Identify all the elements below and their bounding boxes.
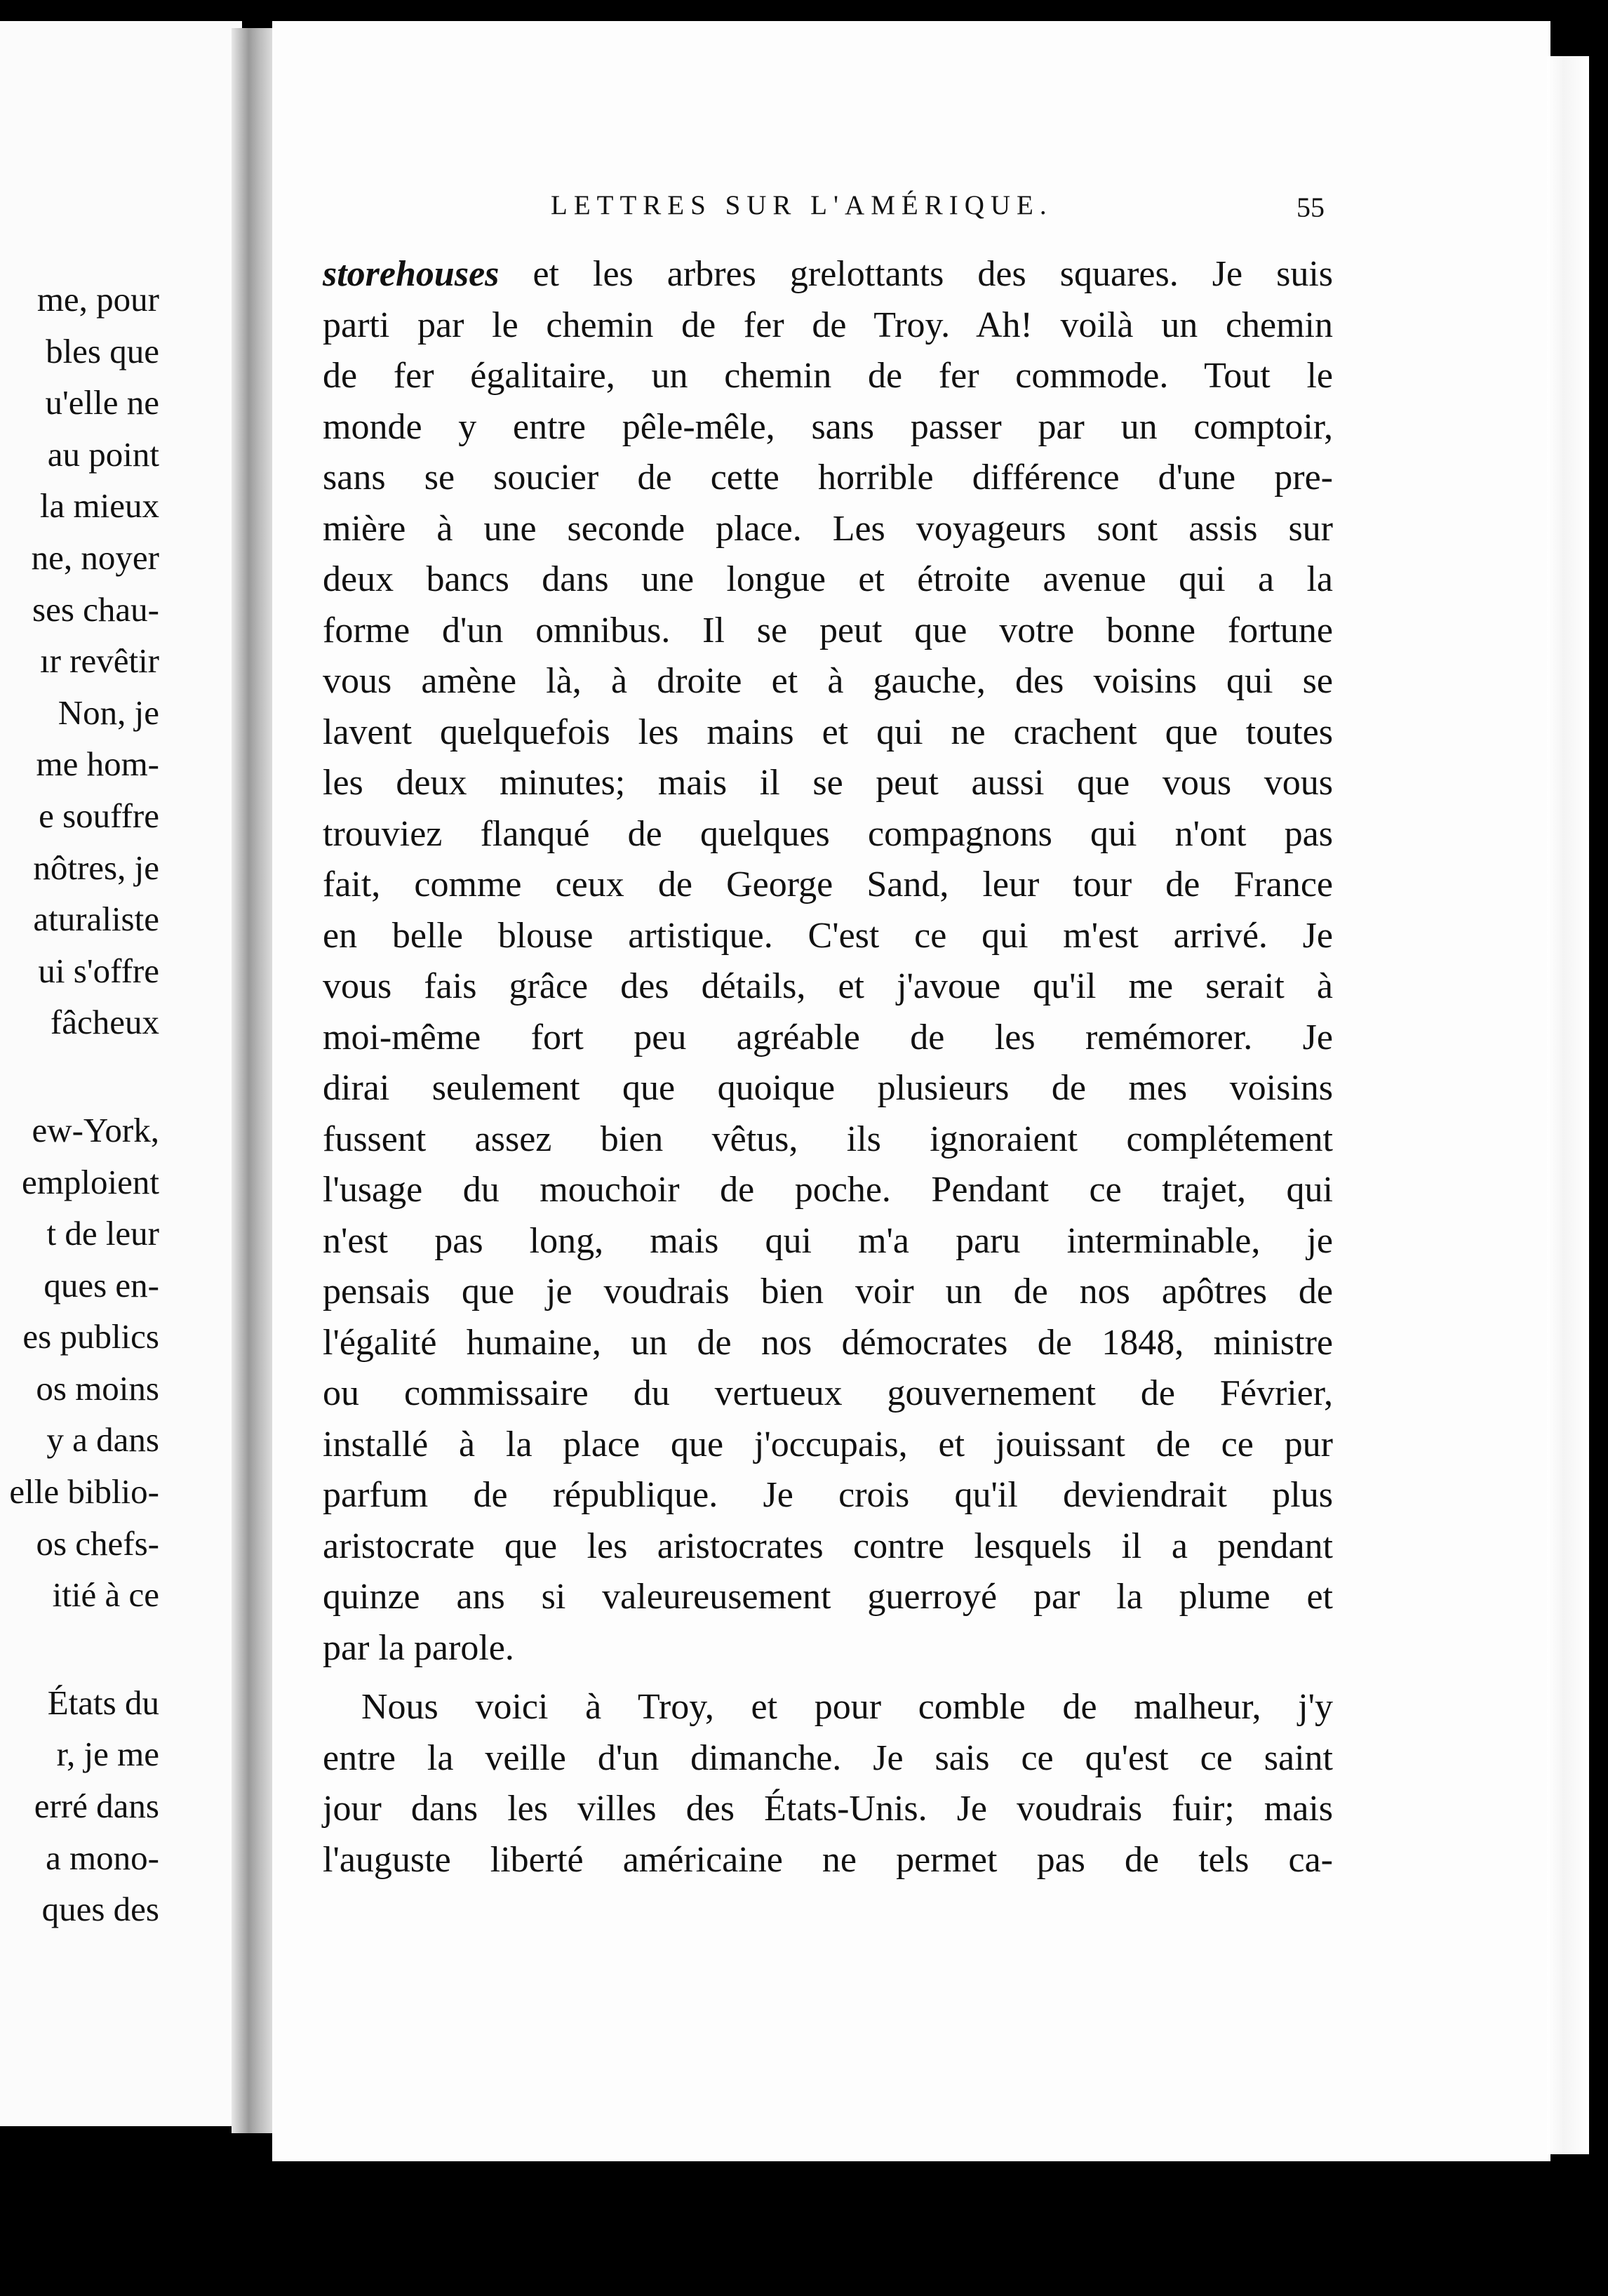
text-line: forme d'un omnibus. Il se peut que votre bonne fortune <box>323 610 1333 650</box>
previous-page-line <box>0 1621 159 1677</box>
text-line: Nous voici à Troy, et pour comble de malheur, j'y <box>361 1687 1333 1727</box>
text-line: par la parole. <box>323 1627 514 1668</box>
text-line: l'usage du mouchoir de poche. Pendant ce trajet, qui <box>323 1170 1333 1210</box>
previous-page-line: ne, noyer <box>31 538 159 577</box>
text-line: sans se soucier de cette horrible différence d'une pre- <box>323 458 1333 498</box>
previous-page-line: ques des <box>41 1890 159 1929</box>
text-line: mière à une seconde place. Les voyageurs sont assis sur <box>323 508 1333 549</box>
previous-page-line: emploient <box>22 1162 159 1201</box>
running-head: LETTRES SUR L'AMÉRIQUE. <box>551 190 1053 220</box>
text-line: fait, comme ceux de George Sand, leur tour de France <box>323 865 1333 905</box>
previous-page-line: ques en- <box>43 1265 159 1304</box>
previous-page-line: ui s'offre <box>38 951 159 990</box>
text-line: ou commissaire du vertueux gouvernement de Février, <box>323 1373 1333 1413</box>
previous-page-line: États du <box>47 1683 159 1722</box>
text-line: dirai seulement que quoique plusieurs de mes voisins <box>323 1068 1333 1108</box>
previous-page-line: ır revêtir <box>39 641 159 681</box>
previous-page-line: u'elle ne <box>45 383 159 422</box>
text-line: lavent quelquefois les mains et qui ne crachent que toutes <box>323 712 1333 752</box>
text-line: monde y entre pêle-mêle, sans passer par un comptoir, <box>323 406 1333 447</box>
previous-page-line: y a dans <box>46 1420 159 1460</box>
previous-page-line: ew-York, <box>32 1110 159 1149</box>
text-line: aristocrate que les aristocrates contre lesquels il a pendant <box>323 1526 1333 1566</box>
previous-page-line: nôtres, je <box>33 848 159 887</box>
paragraph-gap <box>323 1674 1333 1682</box>
text-line: vous amène là, à droite et à gauche, des voisins qui se <box>323 661 1333 701</box>
page-edge <box>1547 56 1589 2154</box>
previous-page-line: os moins <box>36 1368 159 1408</box>
text-line: n'est pas long, mais qui m'a paru interminable, je <box>323 1220 1333 1261</box>
previous-page-line: ses chau- <box>32 589 159 629</box>
previous-page-line: me hom- <box>36 745 159 784</box>
text-line: l'auguste liberté américaine ne permet pas de tels ca- <box>323 1839 1333 1880</box>
previous-page-line: bles que <box>46 331 159 371</box>
previous-page-line: aturaliste <box>33 900 159 939</box>
text-line: parti par le chemin de fer de Troy. Ah! voilà un chemin <box>323 305 1333 345</box>
paragraph-1 <box>323 300 1333 1674</box>
previous-page-line: t de leur <box>46 1214 159 1253</box>
previous-page-line: Non, je <box>58 693 159 732</box>
page-body <box>323 249 1333 1885</box>
previous-page-line: es publics <box>22 1317 159 1356</box>
text-line-rest: et les arbres grelottants des squares. Je suis <box>532 254 1334 294</box>
text-line: quinze ans si valeureusement guerroyé par la plume et <box>323 1577 1333 1617</box>
previous-page-line: fâcheux <box>50 1003 159 1042</box>
previous-page-line: la mieux <box>39 486 159 526</box>
text-line: installé à la place que j'occupais, et jouissant de ce pur <box>323 1424 1333 1464</box>
previous-page-line: a mono- <box>46 1838 159 1877</box>
text-line: deux bancs dans une longue et étroite avenue qui a la <box>323 559 1333 599</box>
previous-page-line: elle biblio- <box>9 1472 159 1511</box>
previous-page-line: itié à ce <box>52 1575 159 1615</box>
text-line: pensais que je voudrais bien voir un de nos apôtres de <box>323 1272 1333 1311</box>
previous-page-line <box>0 1048 159 1104</box>
text-line: jour dans les villes des États-Unis. Je voudrais fuir; mais <box>323 1789 1333 1829</box>
previous-page-line: me, pour <box>36 280 159 319</box>
previous-page-text <box>0 274 159 1935</box>
previous-page-line: erré dans <box>34 1787 159 1826</box>
text-line: fussent assez bien vêtus, ils ignoraient complétement <box>323 1119 1333 1159</box>
paragraph-2 <box>323 1682 1333 1885</box>
text-line: l'égalité humaine, un de nos démocrates de 1848, ministre <box>323 1322 1333 1363</box>
text-line: parfum de république. Je crois qu'il deviendrait plus <box>323 1475 1333 1515</box>
text-line <box>323 249 1333 300</box>
previous-page <box>0 21 242 2126</box>
italic-word: storehouses <box>323 254 500 294</box>
text-line: trouviez flanqué de quelques compagnons qui n'ont pas <box>323 813 1333 854</box>
previous-page-line: au point <box>47 434 159 474</box>
previous-page-line: os chefs- <box>36 1523 159 1563</box>
page-number: 55 <box>1297 192 1325 223</box>
text-line: les deux minutes; mais il se peut aussi que vous vous <box>323 763 1333 803</box>
text-line: entre la veille d'un dimanche. Je sais ce qu'est ce saint <box>323 1737 1333 1778</box>
text-line: moi-même fort peu agréable de les remémorer. Je <box>323 1017 1333 1057</box>
previous-page-line: e souffre <box>39 796 159 835</box>
text-line: vous fais grâce des détails, et j'avoue qu'il me serait à <box>323 966 1333 1006</box>
text-line: en belle blouse artistique. C'est ce qui m'est arrivé. Je <box>323 915 1333 956</box>
text-line: de fer égalitaire, un chemin de fer commode. Tout le <box>323 356 1333 396</box>
previous-page-line: r, je me <box>56 1735 159 1774</box>
